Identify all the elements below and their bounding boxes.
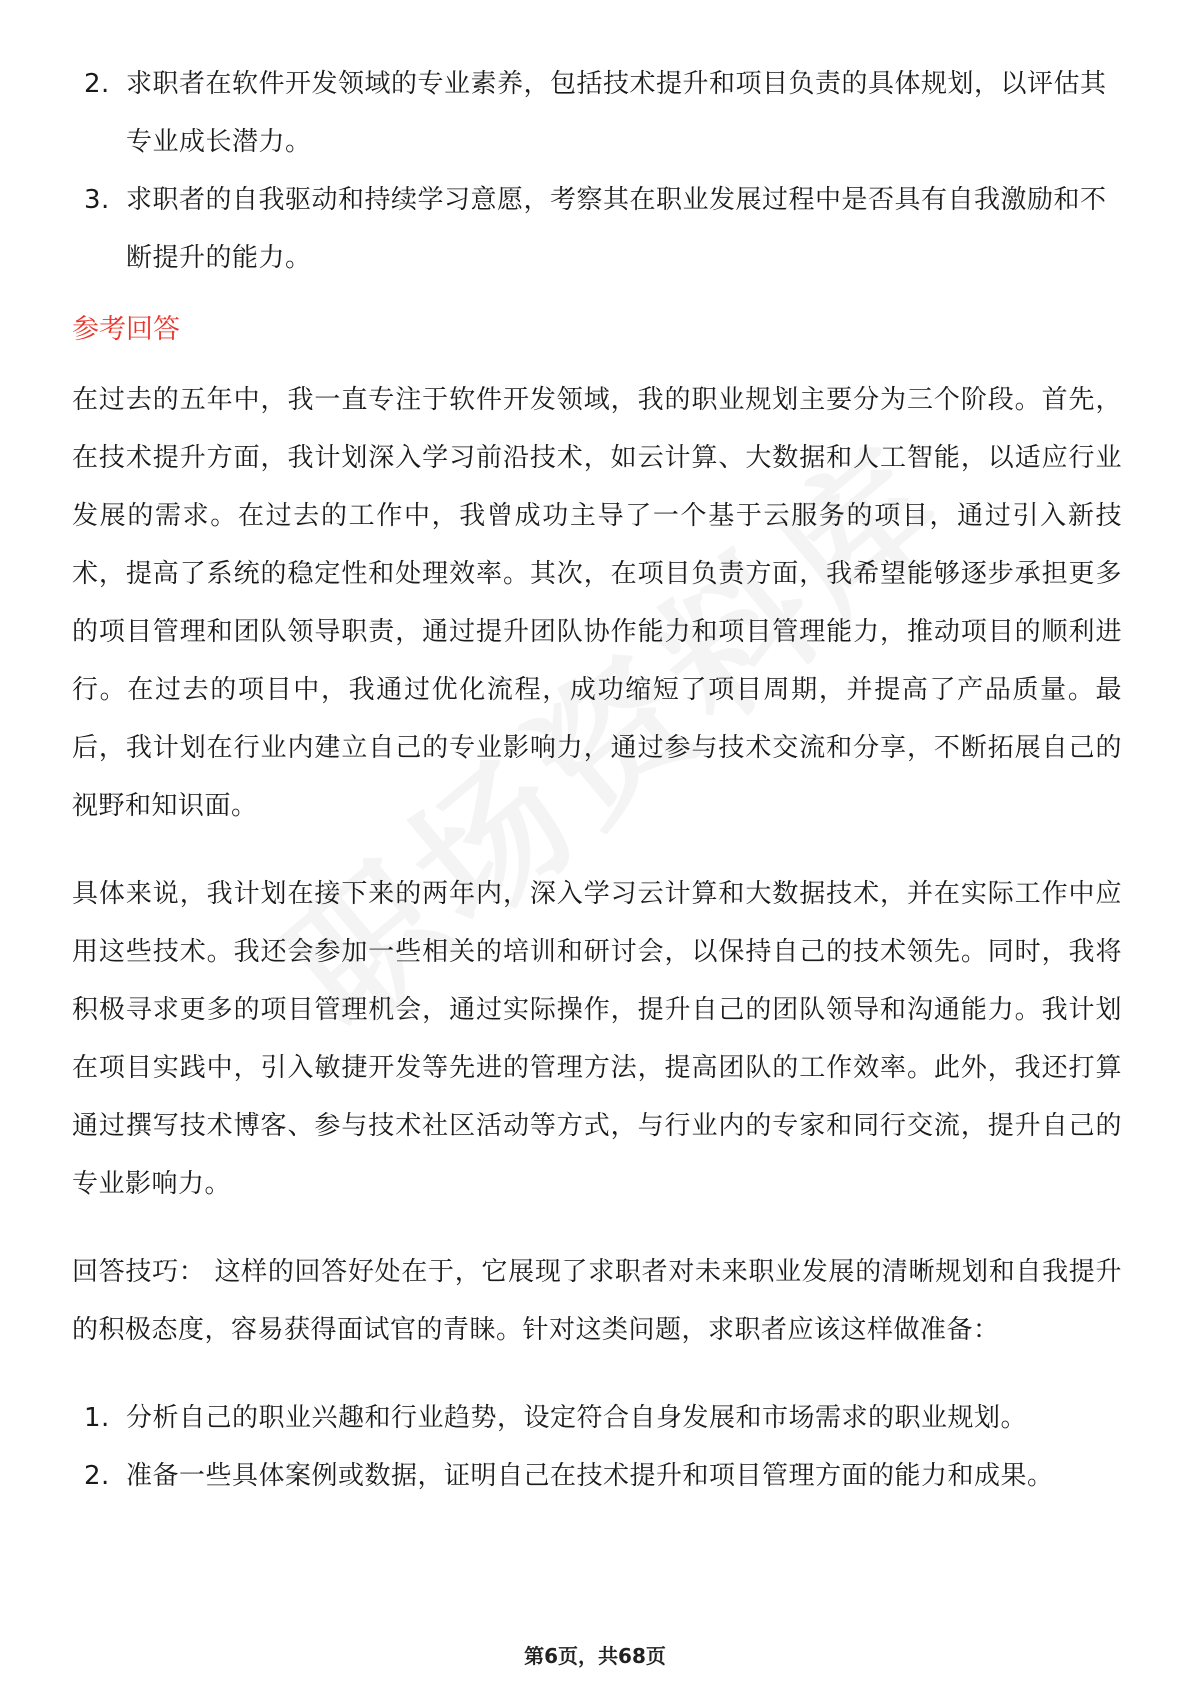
section-title-reference-answer: 参考回答 [72, 314, 180, 345]
answer-paragraph: 在过去的五年中，我一直专注于软件开发领域，我的职业规划主要分为三个阶段。首先，在技术提升方面，我计划深入学习前沿技术，如云计算、大数据和人工智能，以适应行业发展的需求。在过去的工作中，我曾成功主导了一个基于云服务的项目，通过引入新技术，提高了系统的稳定性和处理效率。其次，在项目负责方面，我希望能够逐步承担更多的项目管理和团队领导职责，通过提升团队协作能力和项目管理能力，推动项目的顺利进行。在过去的项目中，我通过优化流程，成功缩短了项目周期，并提高了产品质量。最后，我计划在行业内建立自己的专业影响力，通过参与技术交流和分享，不断拓展自己的视野和知识面。 [72, 385, 1122, 821]
list-item [72, 1389, 1122, 1447]
list-item-text: 准备一些具体案例或数据，证明自己在技术提升和项目管理方面的能力和成果。 [126, 1461, 1054, 1491]
list-item-number: 2. [84, 69, 110, 99]
list-item-number: 3. [84, 185, 110, 215]
evaluation-points-list [72, 55, 1122, 287]
list-item [72, 1447, 1122, 1505]
list-item-text: 分析自己的职业兴趣和行业趋势，设定符合自身发展和市场需求的职业规划。 [126, 1403, 1028, 1433]
page-number-footer: 第6页，共68页 [524, 1644, 666, 1668]
list-item-number: 2. [84, 1461, 110, 1491]
preparation-steps-list [72, 1389, 1122, 1505]
list-item-text: 求职者在软件开发领域的专业素养，包括技术提升和项目负责的具体规划，以评估其专业成长潜力。 [126, 69, 1107, 157]
page-content [72, 55, 1122, 1505]
list-item [72, 171, 1122, 287]
list-item-text: 求职者的自我驱动和持续学习意愿，考察其在职业发展过程中是否具有自我激励和不断提升的能力。 [126, 185, 1107, 273]
list-item-number: 1. [84, 1403, 110, 1433]
tips-paragraph: 回答技巧： 这样的回答好处在于，它展现了求职者对未来职业发展的清晰规划和自我提升的积极态度，容易获得面试官的青睐。针对这类问题，求职者应该这样做准备： [72, 1257, 1122, 1345]
answer-paragraph: 具体来说，我计划在接下来的两年内，深入学习云计算和大数据技术，并在实际工作中应用这些技术。我还会参加一些相关的培训和研讨会，以保持自己的技术领先。同时，我将积极寻求更多的项目管理机会，通过实际操作，提升自己的团队领导和沟通能力。我计划在项目实践中，引入敏捷开发等先进的管理方法，提高团队的工作效率。此外，我还打算通过撰写技术博客、参与技术社区活动等方式，与行业内的专家和同行交流，提升自己的专业影响力。 [72, 879, 1122, 1199]
list-item [72, 55, 1122, 171]
